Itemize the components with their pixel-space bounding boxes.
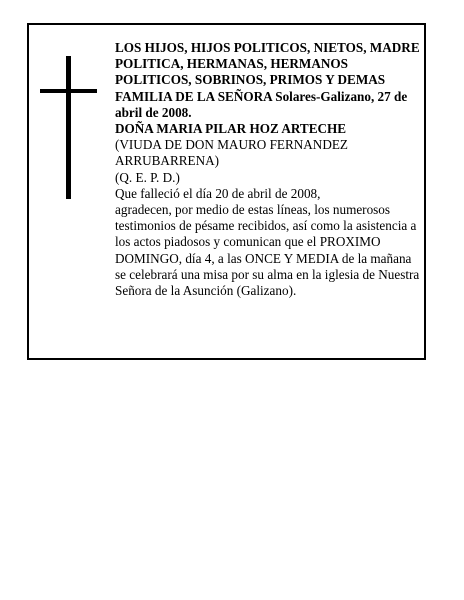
obituary-notice-frame bbox=[27, 23, 426, 360]
cross-horizontal-bar bbox=[40, 89, 97, 93]
notice-body: agradecen, por medio de estas líneas, los numerosos testimonios de pésame recibidos, así como la asistencia a los actos piadosos y comunican que el PROXIMO DOMINGO, día 4, a las ONCE Y MEDIA de la mañana se celebrará una misa por su alma en la iglesia de Nuestra Señora de la Asunción (Galizano). bbox=[115, 202, 420, 299]
cross-icon bbox=[40, 56, 97, 199]
widow-of-line: (VIUDA DE DON MAURO FERNANDEZ ARRUBARRENA) bbox=[115, 137, 348, 169]
notice-heading: LOS HIJOS, HIJOS POLITICOS, NIETOS, MADRE POLITICA, HERMANAS, HERMANOS POLITICOS, SOBRINOS, PRIMOS Y DEMAS FAMILIA DE LA SEÑORA Solares-Galizano, 27 de abril de 2008. bbox=[115, 40, 420, 120]
deceased-name: DOÑA MARIA PILAR HOZ ARTECHE bbox=[115, 121, 347, 137]
qepd-line: (Q. E. P. D.) bbox=[115, 169, 180, 185]
obituary-text-block bbox=[115, 40, 425, 299]
cross-vertical-bar bbox=[66, 56, 71, 199]
death-date-line: Que falleció el día 20 de abril de 2008, bbox=[115, 185, 321, 201]
